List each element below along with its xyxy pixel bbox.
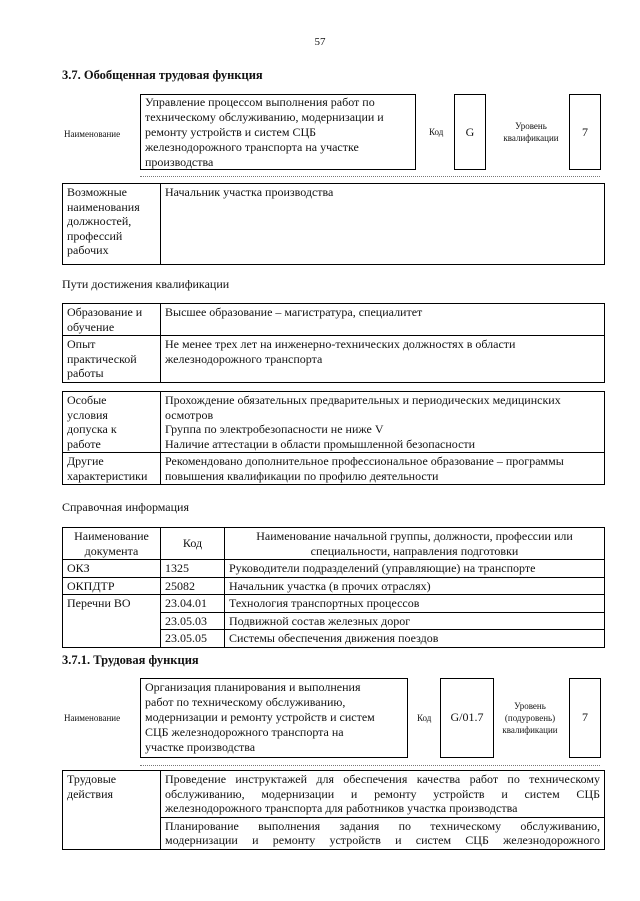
table-row [63,577,605,595]
table-row [63,336,605,383]
page-number: 57 [314,36,326,48]
code-value: G [465,125,475,139]
header-name: Наименование начальной группы, должности, профессии или специальности, направления подготовки [225,528,605,560]
labor-actions-table [62,770,605,850]
table-row [63,595,605,613]
labor-action-item: Проведение инструктажей для обеспечения качества работ по техническому обслуживанию, модернизации и ремонту устройств и систем СЦБ железнодорожного транспорта для работников участка производства [161,771,605,818]
subsection-title: 3.7.1. Трудовая функция [62,653,199,667]
cell-code: 25082 [161,577,225,595]
labor-action-item: Планирование выполнения задания по техническому обслуживанию, модернизации и ремонту устройств и систем СЦБ железнодорожного [161,817,605,849]
code-label: Код [429,127,444,137]
cell-code: 23.04.01 [161,595,225,613]
header-doc: Наименование документа [63,528,161,560]
level-label: Уровень квалификации [503,121,559,143]
positions-value: Начальник участка производства [161,184,605,265]
name-value: Управление процессом выполнения работ по техническому обслуживанию, модернизации и ремонту устройств и систем СЦБ железнодорожного транспорта на участке производства [145,95,384,169]
section-title: 3.7. Обобщенная трудовая функция [62,68,263,82]
cell-code: 1325 [161,560,225,578]
cell-name: Системы обеспечения движения поездов [225,630,605,648]
row-value: Высшее образование – магистратура, специалитет [161,304,605,336]
table-row [63,453,605,485]
row-label: Образование и обучение [63,304,161,336]
cell-code: 23.05.03 [161,612,225,630]
divider [140,765,600,766]
table-row [63,392,605,453]
cell-doc: Перечни ВО [63,595,161,648]
table-row [63,560,605,578]
cell-name: Начальник участка (в прочих отраслях) [225,577,605,595]
level-label-2: Уровень (подуровень) квалификации [502,701,558,735]
row-value: Не менее трех лет на инженерно-технических должностях в области железнодорожного транспорта [161,336,605,383]
cell-doc: ОКЗ [63,560,161,578]
cell-name: Технология транспортных процессов [225,595,605,613]
name-value-2: Организация планирования и выполнения работ по техническому обслуживанию, модернизации и ремонту устройств и систем СЦБ железнодорожного транспорта на участке производства [145,680,375,754]
name-label: Наименование [64,129,121,139]
reference-table [62,527,605,648]
cell-doc: ОКПДТР [63,577,161,595]
reference-title: Справочная информация [62,500,189,514]
qual-paths-table [62,303,605,383]
qual-paths-title: Пути достижения квалификации [62,277,230,291]
table-row [63,304,605,336]
table-row [63,771,605,818]
row-value: Рекомендовано дополнительное профессиональное образование – программы повышения квалификации по профилю деятельности [161,453,605,485]
labor-actions-label: Трудовые действия [63,771,161,850]
name-label-2: Наименование [64,713,121,723]
code-value-2: G/01.7 [450,710,484,724]
cell-name: Подвижной состав железных дорог [225,612,605,630]
level-value-2: 7 [582,710,588,724]
divider [140,176,600,177]
cell-name: Руководители подразделений (управляющие) на транспорте [225,560,605,578]
positions-label: Возможные наименования должностей, профессий рабочих [63,184,161,265]
conditions-table [62,391,605,485]
row-label: Особые условия допуска к работе [63,392,161,453]
cell-code: 23.05.05 [161,630,225,648]
level-value: 7 [582,125,588,139]
header-code: Код [161,528,225,560]
row-label: Опыт практической работы [63,336,161,383]
code-label-2: Код [417,713,432,723]
row-value: Прохождение обязательных предварительных и периодических медицинских осмотров Группа по электробезопасности не ниже V Наличие аттестации в области промышленной безопасности [161,392,605,453]
positions-table [62,183,605,265]
row-label: Другие характеристики [63,453,161,485]
table-header [63,528,605,560]
